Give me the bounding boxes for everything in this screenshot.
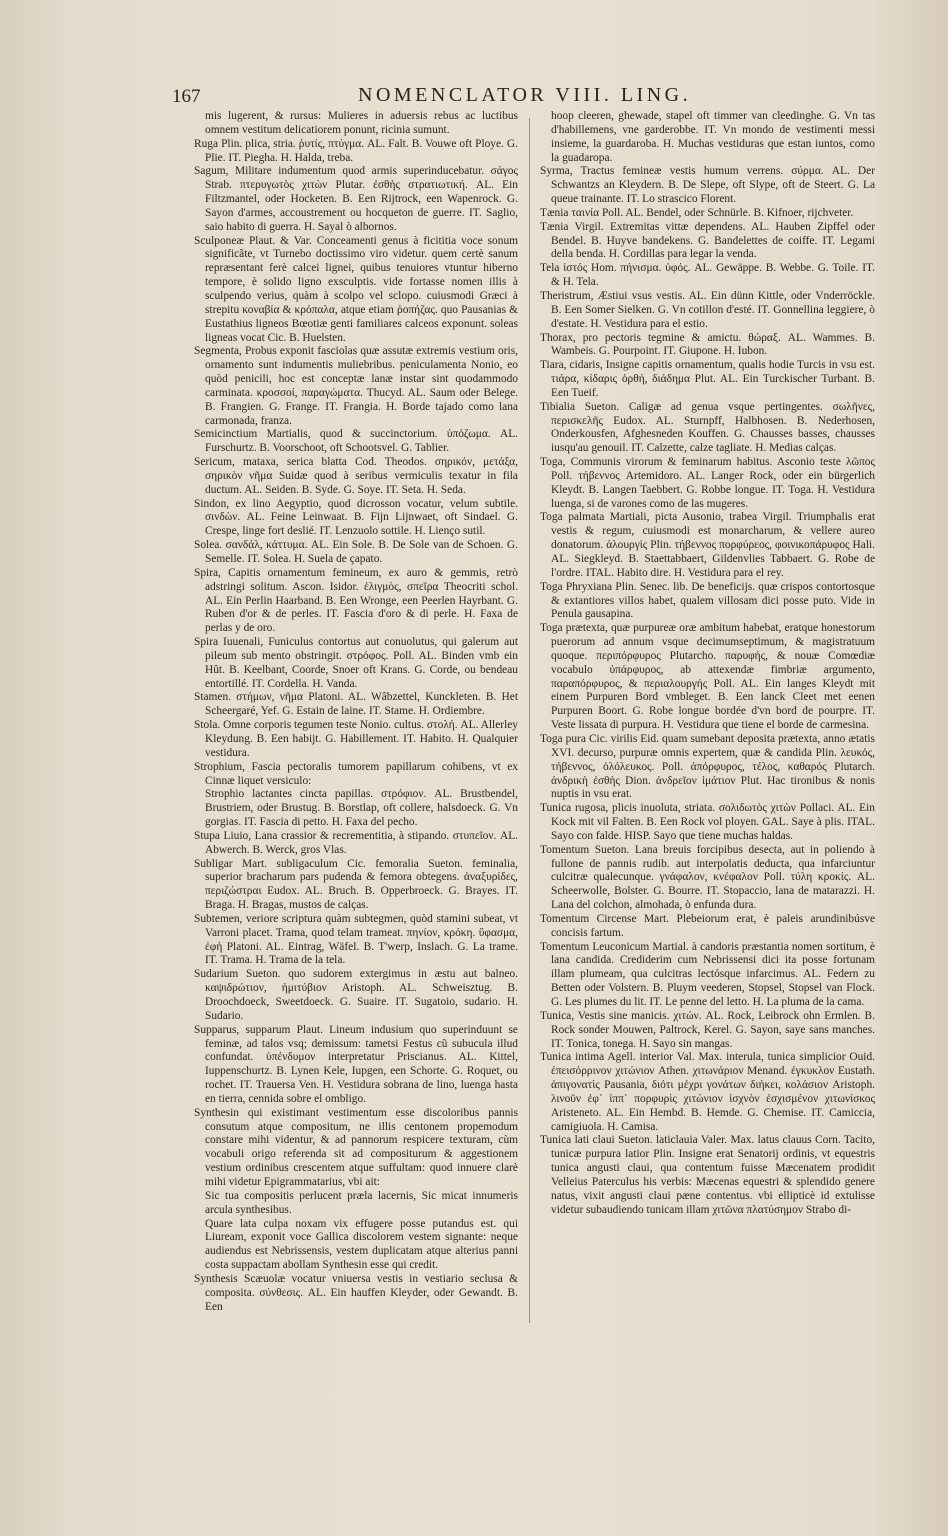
entry-text: Fascia pectoralis tumorem papillarum cohibens, vt ex Cinnæ liquet versiculo: — [205, 760, 518, 787]
entry-text: mataxa, serica blatta Cod. Theodos. σηρικόν, μετάξα, σηρικὸν νῆμα Suidæ quod à seribus vermiculis texatur in fila ductum. AL. Seiden. B. Syde. G. Soye. IT. Seta. H. Seda. — [205, 456, 518, 496]
dictionary-entry — [540, 622, 875, 733]
entry-text: Probus exponit fasciolas quæ assutæ extremis vestium oris, ornamento sunt indumentis muliebribus. peniculamenta Nonio, eo quòd penicili, hoc est conceptæ lanæ instar sint quodammodo carminata. κροσσοί, παραγώματα. Thucyd. AL. Saum oder Belege. B. Frangien. G. Frange. IT. Frangia. H. Borde tajado como lana carmonada, franza. — [205, 345, 518, 427]
entry-text: Militare indumentum quod armis superinducebatur. σάγος Strab. πτερυγωτὸς χιτὼν Plutar. ἐσθὴς στρατιωτική. AL. Ein Filtzmantel, oder Hocketen. B. Een Rijtrock, een Wapenrock. G. Sayon d'armes, accoustrement ou hocqueton de guerre. IT. Saglio, saio habito di guerra. H. Sayal ò albornos. — [205, 165, 518, 233]
dictionary-entry — [540, 359, 875, 401]
entry-headword: Tunica rugosa, — [540, 802, 609, 815]
dictionary-entry — [540, 581, 875, 623]
entry-text: qui existimant vestimentum esse discoloribus pannis consutum atque compositum, ne illis centonem propemodum constare mihi videntur, & ad pannorum respicere texturam, cùm vocabuli origo referenda sit ad compositurum & aggestionem vestium ordinibus crescentem atque suffultam: quod innuere clarè mihi videtur Epigrammatarius, vbi ait: — [205, 1106, 518, 1188]
entry-text: Strophio lactantes cincta papillas. στρόφιον. AL. Brustbendel, Brustriem, oder Brustug. B. Borstlap, oft collere, halsdoeck. G. Vn gorgias. IT. Fascia di petto. H. Faxa del pecho. — [205, 788, 518, 829]
entry-text: Tractus femineæ vestis humum verrens. σύρμα. AL. Der Schwantzs an Kleydern. B. De Slepe, oft Slype, oft de Steert. G. La queue trainante. IT. Lo strascico Florent. — [551, 165, 875, 206]
entry-text: Sueton. Caligæ ad genua vsque pertingentes. σωλῆνες, περισκελῆς Eudox. AL. Sturnpff, Halbhosen. B. Nederhosen, Onderkousfen, Afghesneden Kouffen. G. Chausses basses, chausses iusqu'au genouil. IT. Calzette, calze tagliate. H. Medias calças. — [551, 400, 875, 455]
dictionary-entry — [194, 913, 518, 968]
entry-headword: Toga Phryxiana — [540, 580, 613, 593]
dictionary-entry — [540, 913, 875, 941]
entry-text: plicis inuoluta, striata. σολιδωτὸς χιτὼν Pollaci. AL. Ein Kock mit vil Falten. B. Een Rock vol ployen. GAL. Saye à plis. ITAL. Sayo con falde. HISP. Sayo que tiene muchas haldas. — [551, 802, 875, 842]
entry-text: cidaris, Insigne capitis ornamentum, qualis hodie Turcis in vsu est. τιάρα, κίδαρις ὀρθή, διάδημα Plut. AL. Ein Turckischer Turbant. B. Een Tueif. — [551, 359, 875, 399]
entry-headword: Ruga — [194, 137, 219, 150]
dictionary-entry — [194, 691, 518, 719]
dictionary-entry — [194, 761, 518, 789]
entry-headword: Toga prætexta, — [540, 622, 608, 635]
dictionary-entry — [194, 719, 518, 761]
dictionary-entry — [194, 1218, 518, 1273]
entry-headword: Subtemen, — [194, 912, 243, 925]
entry-text: ταινία Poll. AL. Bendel, oder Schnürle. B. Kifnoer, rijchveter. — [568, 206, 854, 219]
dictionary-entry — [540, 207, 875, 221]
entry-text: Omne corporis tegumen teste Nonio. cultus. στολή. AL. Allerley Kleydung. B. Een habijt. G. Habillement. IT. Habito. H. Qualquier vestidura. — [205, 719, 518, 759]
entry-text: Plin. Senec. lib. De beneficijs. quæ crispos contortosque & extantiores villos habet, qualem villosam dici posse puto. Vide in Penula gausapina. — [551, 580, 875, 621]
entry-text: supparum Plaut. Lineum indusium quo superinduunt se feminæ, ad talos vsq; demissum: tametsi Festus cũ subucula illud confundat. ὑπένδυμον interpretatur Priscianus. AL. Kittel, Iuppenschurtz. B. Lynen Kele, Iupgen, een Schorte. G. Roquet, ou rochet. IT. Trauersa Ven. H. Vestidura sobrana de lino, luenga hasta en tierra, cennida sobre el ombligo. — [205, 1023, 518, 1105]
entry-headword: Tunica, — [540, 1009, 575, 1022]
dictionary-entry — [540, 733, 875, 802]
entry-headword: Tibialia — [540, 400, 576, 413]
dictionary-entry — [194, 1024, 518, 1107]
entry-headword: Tela — [540, 262, 560, 275]
right-column — [540, 110, 875, 1325]
dictionary-entry — [194, 1190, 518, 1218]
dictionary-entry — [540, 844, 875, 913]
column-divider — [529, 118, 530, 1323]
entry-text: Mart. Plebeiorum erat, è paleis arundinibúsve concisis fartum. — [551, 912, 875, 939]
entry-text: Sic tua compositis perlucent præla lacernis, Sic micat innumeris arcula synthesibus. — [205, 1189, 518, 1216]
entry-headword: Sagum, — [194, 165, 229, 178]
dictionary-entry — [540, 110, 875, 165]
entry-text: Plin. plica, stria. ῥυτίς, πτύγμα. AL. Falt. B. Vouwe oft Ploye. G. Plie. IT. Piegha. H. Halda, treba. — [205, 137, 518, 164]
entry-text: Martialis, quod & succinctorium. ὑπόζωμα. AL. Furschurtz. B. Voorschoot, oft Schootsvel. G. Tablier. — [205, 428, 518, 455]
entry-headword: Toga, — [540, 456, 566, 469]
dictionary-entry — [194, 1273, 518, 1315]
entry-headword: Tunica lati claui — [540, 1134, 615, 1147]
dictionary-entry — [194, 858, 518, 913]
dictionary-entry — [194, 428, 518, 456]
dictionary-entry — [540, 262, 875, 290]
entry-headword: Sculponeæ — [194, 234, 244, 247]
entry-headword: Synthesis — [194, 1272, 238, 1285]
entry-text: Martial. à candoris præstantia nomen sortitum, è lana candida. Crediderim cum Nebrissensi dici ita posse fortunam illam plumeam, qua culcitras lectósque infarcimus. AL. Federn zu Betten oder Volstern. B. Pluym veederen, Stopsel, Stopsel van Flock. G. Les plumes du lit. IT. Le penne del letto. H. La pluma de la cama. — [551, 940, 875, 1008]
entry-text: veriore scriptura quàm subtegmen, quòd stamini subeat, vt Varroni placet. Trama, quod telam trameat. πηνίον, κρόκη. ὕφασμα, ἐφὴ Platoni. AL. Eintrag, Wäfel. B. T'werp, Inslach. G. La trame. IT. Trama. H. Trama de la tela. — [205, 912, 518, 967]
entry-text: Virgil. Extremitas vittæ dependens. AL. Hauben Zipffel oder Bendel. B. Huyve bandekens. G. Bandelettes de coiffe. IT. Legami della benda. H. Cordillas para legar la venda. — [551, 220, 875, 261]
entry-headword: Stola. — [194, 719, 221, 732]
entry-headword: Thorax, — [540, 331, 576, 344]
entry-text: Scæuolæ vocatur vniuersa vestis in vestiario seclusa & composita. σύνθεσις. AL. Ein hauffen Kleyder, oder Gewandt. B. Een — [205, 1272, 518, 1313]
entry-text: στήμων, νῆμα Platoni. AL. Wâbzettel, Kunckleten. B. Het Scheergaré, Yef. G. Estain de laine. IT. Stame. H. Ordiembre. — [205, 691, 518, 718]
entry-headword: Theristrum, — [540, 289, 594, 302]
dictionary-entry — [540, 332, 875, 360]
entry-text: Agell. interior Val. Max. interula, tunica simplicior Ouid. ἐπεισόρρινον χιτώνιον Athen. χιτωνάριον Menand. ἐγκυκλον Eustath. ἀπιγονατὶς Pausania, διότι μέχρι γονάτων διήκει, κολάσιον Aristoph. λινοῦν ἐφ᾽ ἱππ᾽ πορφυρὶς χιτώνιον ἰσχνὸν ἐσχισμένον χιτωνίσκος Aristeneto. AL. Ein Hembd. B. Hemde. G. Chemise. IT. Camiccia, camigiuola. H. Camisa. — [551, 1051, 875, 1133]
entry-headword: Semicinctium — [194, 428, 258, 441]
entry-text: Iuuenali, Funiculus contortus aut conuolutus, qui galerum aut pileum sub mento obstringit. στρόφος. Poll. AL. Binden vmb ein Hût. B. Keelbant, Coorde, Snoer oft Krans. G. Corde, ou bendeau entortillé. IT. Cordella. H. Vanda. — [205, 636, 518, 690]
dictionary-entry — [194, 567, 518, 636]
entry-text: Communis virorum & feminarum habitus. Asconio teste λῶπος Poll. τήβεννος Artemidoro. AL. Langer Rock, oder ein bürgerlich Kleydt. B. Langen Taebbert. G. Robbe longue. IT. Toga. H. Vestidura luenga, si de varones como de las mugeres. — [551, 456, 875, 510]
entry-text: quæ purpureæ oræ ambitum habebat, eratque honestorum puerorum ad annum vsque decimumseptimum, & magistratuum quoque. περιπόρφυρος Plutarcho. παρυφής, & nouæ Comœdiæ vocabulo ὑπάρφυρος, ab attexendæ fimbriæ argumento, παραπόρφυρος, & περιαλουργής Poll. AL. Ein langes Kleydt mit einem Purpuren Bord vmbleget. B. Een lanck Cleet met eenen Purpuren Boort. G. Robe longue bordée d'vn bord de pourpre. IT. Veste lissata di purpura. H. Vestidura que tiene el borde de carmesina. — [551, 622, 875, 732]
dictionary-entry — [540, 941, 875, 1010]
entry-headword: Sindon, — [194, 497, 230, 510]
entry-text: Cic. virilis Eid. quam sumebant deposita prætexta, anno ætatis XVI. decurso, purpuræ omnis expertem, quæ & candida Plin. λευκός, τήβεννος, ὁλόλευκος. Poll. ἀπόρφυρος, τέλος, καθαρός Plutarch. ἀνδρικὴ ἐσθὴς Dion. ἀνδρεῖον ἱμάτιον Plut. Hac tironibus & nonis nuptis in vsu erat. — [551, 732, 875, 801]
entry-headword: Strophium, — [194, 760, 245, 773]
entry-text: Plaut. & Var. Conceamenti genus à ficititia voce sonum significãte, vt Turnebo doctissimo viro videtur. quem certè sanum repræsentant ferè calcei lignei, quibus tenuiores vtuntur hiberno tempore, è solido ligno exsculptis. vide fortasse nomen illis à sculpendo verius, quàm à scolpo vel sclopo. cuiusmodi Græci à strepitu κοναβία & κρόπαλα, atque etiam ῥοπήζας. quo Pausanias & Eustathius ligneos Bœotiæ genti familiares calceos exponunt. soleas ligneas vocat Cic. B. Huelsten. — [205, 234, 518, 344]
dictionary-entry — [194, 788, 518, 830]
dictionary-entry — [194, 498, 518, 540]
entry-headword: Tænia — [540, 206, 569, 219]
dictionary-entry — [540, 1134, 875, 1217]
dictionary-entry — [194, 830, 518, 858]
dictionary-entry — [194, 235, 518, 346]
dictionary-entry — [194, 636, 518, 691]
entry-headword: Tunica intima — [540, 1051, 605, 1064]
running-header — [172, 82, 732, 110]
entry-text: σανδάλ, κάττυμα. AL. Ein Sole. B. De Sole van de Schoen. G. Semelle. IT. Solea. H. Suela de çapato. — [205, 539, 518, 565]
dictionary-entry — [194, 110, 518, 138]
entry-headword: Subligar — [194, 857, 233, 870]
entry-headword: Synthesin — [194, 1106, 239, 1119]
entry-text: ἱστός Hom. πήνισμα. ὑφός. AL. Gewäppe. B. Webbe. G. Toile. IT. & H. Tela. — [551, 262, 875, 289]
entry-text: Æstiui vsus vestis. AL. Ein dünn Kittle, oder Vnderröckle. B. Een Somer Sielken. G. Vn cotillon d'esté. IT. Gonnellina leggiere, ò d'estate. H. Vestidura para el estio. — [551, 289, 875, 330]
left-column — [194, 110, 518, 1325]
dictionary-entry — [540, 290, 875, 332]
dictionary-entry — [194, 165, 518, 234]
entry-text: Quare lata culpa noxam vix effugere posse putandus est. qui Liuream, exponit voce Gallica discolorem vestem signante: neque audiendus est Nebrissensis, vestem duplicatam atque alterius panni costa suppactam abollam Synthesin esse qui credit. — [205, 1217, 518, 1272]
entry-text: Sueton. laticlauia Valer. Max. latus clauus Corn. Tacito, tunicæ purpura latior Plin. Insigne erat Senatorij ordinis, vt equestris tunica angusti claui, qua contentum fuisse Mæcenatem prodidit Velleius Paterculus his verbis: Mæcenas equestri & splendido genere natus, vixit angusti claui pæne contentus. vbi ellipticè id extulisse videtur subaudiendo tunicam illam χιτῶνα πλατύσημον Strabo di- — [551, 1134, 875, 1216]
dictionary-entry — [194, 138, 518, 166]
dictionary-entry — [194, 1107, 518, 1190]
entry-text: Sueton. Lana breuis forcipibus desecta, aut in poliendo à fullone de pannis rudib. aut interpolatis deducta, qua infarciuntur culcitræ qualecunque. γνάφαλον, κνέφαλον Poll. τύλη κροκίς. AL. Scheerwolle, Bolster. G. Bourre. IT. Stopaccio, lana de matarazzi. H. Lana del colchon, almohada, ò enfunda dura. — [551, 843, 875, 912]
dictionary-entry — [540, 165, 875, 207]
dictionary-entry — [540, 802, 875, 844]
entry-headword: Sericum, — [194, 456, 235, 469]
entry-headword: Syrma, — [540, 165, 573, 178]
dictionary-entry — [540, 456, 875, 511]
dictionary-entry — [194, 456, 518, 498]
entry-text: Liuio, Lana crassior & recrementitia, à stipando. στυπεῖον. AL. Abwerch. B. Werck, gros Vlas. — [205, 829, 518, 856]
entry-headword: Stupa — [194, 829, 220, 842]
dictionary-entry — [540, 511, 875, 580]
entry-headword: Segmenta, — [194, 345, 242, 358]
entry-text: hoop cleeren, ghewade, stapel oft timmer van cleedinghe. G. Vn tas d'habillemens, vne garderobbe. IT. Vn mondo de vestimenti messi insieme, la guardaroba. H. Muchas vestiduras que estan iuntos, como la guadaropa. — [551, 110, 875, 164]
entry-headword: Tomentum Leuconicum — [540, 940, 650, 953]
entry-headword: Tomentum — [540, 843, 590, 856]
dictionary-entry — [194, 539, 518, 567]
entry-headword: Spira — [194, 636, 219, 649]
entry-headword: Sudarium — [194, 968, 239, 981]
entry-text: Sueton. quo sudorem extergimus in æstu aut balneo. καψιδρώτιον, ἡμιτύβιον Aristoph. AL. Schweisztug. B. Droochdoeck, Sweetdoeck. G. Suaire. IT. Sugatoio, sudario. H. Sudario. — [205, 968, 518, 1022]
page-number: 167 — [172, 86, 201, 107]
entry-headword: Solea. — [194, 539, 223, 552]
entry-headword: Toga palmata — [540, 511, 605, 524]
entry-headword: Spira, — [194, 566, 221, 579]
entry-text: Mart. subligaculum Cic. femoralia Sueton. feminalia, superior bracharum pars pudenda & femora obtegens. ἀναξυρίδες, περιζώστραι Eudox. AL. Bruch. B. Opperbroeck. G. Brayes. IT. Braga. H. Bragas, mustos de calças. — [205, 857, 518, 912]
dictionary-entry — [540, 401, 875, 456]
entry-headword: Toga pura — [540, 732, 586, 745]
entry-headword: Tænia — [540, 220, 569, 233]
entry-headword: Tomentum Circense — [540, 912, 637, 925]
entry-text: Vestis sine manicis. χιτών. AL. Rock, Leibrock ohn Ermlen. B. Rock sonder Mouwen, Paltrock, Kerel. G. Sayon, saye sans manches. IT. Tonica, tonega. H. Sayo sin mangas. — [551, 1009, 875, 1050]
entry-text: pro pectoris tegmine & amictu. θώραξ. AL. Wammes. B. Wambeis. G. Pourpoint. IT. Giupone. H. Iubon. — [551, 331, 875, 358]
entry-headword: Tiara, — [540, 359, 567, 372]
entry-text: ex lino Aegyptio, quod dicrosson vocatur, velum subtile. σινδὼν. AL. Feine Leinwaat. B. Fijn Lijnwaet, oft Sindael. G. Crespe, linge fort deslié. IT. Lenzuolo sottile. H. Lienço sutil. — [205, 497, 518, 538]
entry-headword: Supparus, — [194, 1023, 240, 1036]
entry-text: mis lugerent, & rursus: Mulieres in aduersis rebus ac luctibus omnem vestitum delicatiorem ponunt, ricinia sumunt. — [205, 110, 518, 136]
entry-text: Capitis ornamentum femineum, ex auro & gemmis, retrò adstringi solitum. Ascon. Isidor. ἑλιγμὸς, σπεῖρα Theocriti schol. AL. Ein Perlin Haarband. B. Een Wronge, een Peerlen Hayrbant. G. Ruben d'or & de perles. IT. Fascia d'oro & di perle. H. Faxa de perlas y de oro. — [205, 566, 518, 635]
dictionary-entry — [194, 968, 518, 1023]
entry-text: Martiali, picta Ausonio, trabea Virgil. Triumphalis erat vestis & regum, cuiusmodi est monarcharum, & vellere aureo donatorum. ἁλουργὶς Plin. τήβεννος πορφύρεος, φοινικοπάρυφος Hali. AL. Siegkleyd. B. Staettabbaert, Gildenvlies Tabbaert. G. Robe de l'ordre. ITAL. Habito dire. H. Vestidura para el rey. — [551, 511, 875, 579]
running-title: NOMENCLATOR VIII. LING. — [358, 84, 692, 106]
dictionary-entry — [540, 221, 875, 263]
entry-headword: Stamen. — [194, 691, 232, 704]
dictionary-entry — [540, 1010, 875, 1052]
dictionary-entry — [540, 1051, 875, 1134]
dictionary-entry — [194, 345, 518, 428]
